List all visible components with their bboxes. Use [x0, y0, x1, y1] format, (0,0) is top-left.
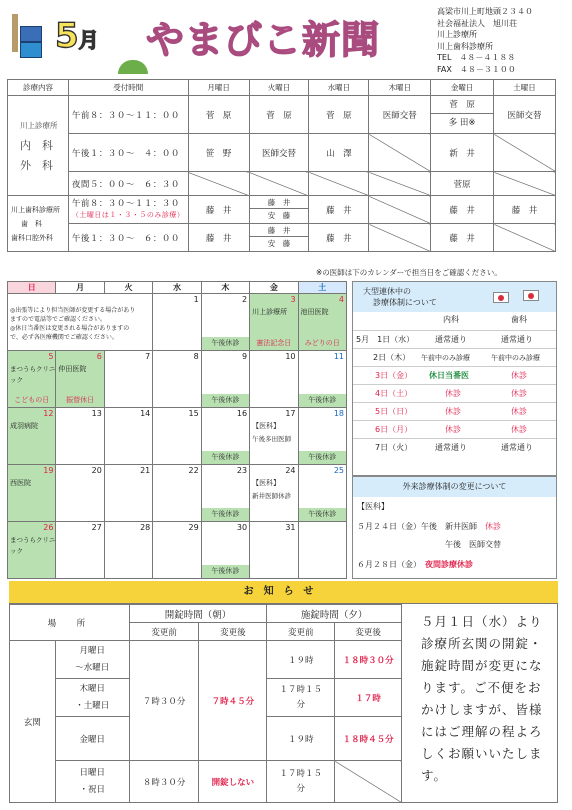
calendar-day: 17 【医科】 午後多田医師 — [250, 408, 298, 465]
doctor-cell: 藤 井 — [431, 196, 494, 224]
calendar-day: 26 まつうらクリニック — [8, 522, 56, 579]
header — [0, 0, 572, 78]
carp-streamer-icon — [20, 26, 42, 42]
header-open-time: 開錠時間（朝） — [129, 605, 267, 623]
col-header: 受付時間 — [68, 80, 188, 96]
calendar-day: 30 午後休診 — [201, 522, 249, 579]
calendar-day: 24 【医科】 新井医師休診 — [250, 465, 298, 522]
change-line-3: ６月２８日（金） 夜間診療休診 — [357, 560, 473, 569]
calendar-weekday-row — [8, 282, 347, 294]
outpatient-change-title: 外来診療体制の変更について — [353, 477, 556, 497]
days-sun-holiday: 日曜日 ・祝日 — [55, 761, 129, 803]
calendar-day — [298, 522, 346, 579]
lock-time-table — [9, 604, 402, 803]
holiday-row: 2日（木） 午前中のみ診療 午前中のみ診療 — [353, 348, 556, 366]
carp-streamer-icon — [20, 42, 42, 58]
close-before: １９時 — [267, 717, 335, 761]
close-after: １８時４５分 — [335, 717, 402, 761]
doctor-cell: 笹 野 — [188, 134, 249, 172]
close-after: １８時３０分 — [335, 641, 402, 679]
weekday-wed: 水 — [153, 282, 201, 294]
calendar-day: 15 — [153, 408, 201, 465]
newsletter-title: やまびこ新聞 — [146, 18, 381, 62]
col-header: 土曜日 — [494, 80, 556, 96]
doctor-cell: 藤 井 — [188, 224, 249, 252]
weekday-tue: 火 — [104, 282, 152, 294]
doctor-cell: 藤 井 — [188, 196, 249, 224]
close-after: １７時 — [335, 679, 402, 717]
closed-cell — [369, 224, 431, 252]
header-place: 場 所 — [10, 605, 130, 641]
col-header: 火曜日 — [249, 80, 309, 96]
doctor-cell: 菅 原 — [309, 96, 369, 134]
holiday-row: 6日（月） 休診 休診 — [353, 420, 556, 438]
weekday-sat: 土 — [298, 282, 346, 294]
doctor-cell: 藤 井 — [309, 196, 369, 224]
calendar-day: 12 成羽病院 — [8, 408, 56, 465]
calendar-day: 3 川上診療所 憲法記念日 — [250, 294, 298, 351]
calendar-prenote: ◎出張等により担当医師が変更する場合があり ますので電話等でご確認ください。 ◎休日当番医は変更される場合がありますの で、必ず各医療機関でご確認ください。 — [10, 307, 136, 341]
month-label: 5月 — [55, 16, 99, 56]
open-after: 開錠しない — [199, 761, 267, 803]
col-header: 水曜日 — [309, 80, 369, 96]
days-fri: 金曜日 — [55, 717, 129, 761]
close-before: １７時１５ 分 — [267, 761, 335, 803]
calendar-day: 8 — [153, 351, 201, 408]
schedule-note: ※の医師は下のカレンダーで担当日をご確認ください。 — [316, 268, 502, 277]
closed-cell — [494, 224, 556, 252]
calendar-day: 7 — [104, 351, 152, 408]
open-after: ７時４５分 — [199, 641, 267, 761]
holiday-panel-title: 大型連休中の 診療体制について — [353, 282, 556, 312]
header-before: 変更前 — [267, 623, 335, 641]
notice-message: ５月１日（水）より診療所玄関の開錠・施錠時間が変更になります。ご不便をおかけしますが、皆様にはご理解の程よろしくお願いいたします。 — [421, 614, 543, 783]
weekday-mon: 月 — [56, 282, 104, 294]
flagpole-icon — [12, 14, 18, 52]
calendar-day: 31 — [250, 522, 298, 579]
calendar-day: 20 — [56, 465, 104, 522]
doctor-cell: 藤 井 — [431, 224, 494, 252]
calendar-day: 13 — [56, 408, 104, 465]
calendar-day: 25 午後休診 — [298, 465, 346, 522]
col-header: 診療内容 — [8, 80, 69, 96]
holiday-row: 7日（火） 通常通り 通常通り — [353, 438, 556, 456]
calendar-day: 19 西医院 — [8, 465, 56, 522]
calendar-day: 21 — [104, 465, 152, 522]
change-line-1: ５月２４日（金）午後 新井医師 休診 — [357, 522, 501, 531]
time-dental-pm: 午後１：３０～ ６：００ — [68, 224, 188, 252]
doctor-cell: 藤 井 — [309, 224, 369, 252]
place-entrance: 玄関 — [10, 641, 56, 803]
japan-flag-icon — [493, 292, 509, 303]
closed-cell — [335, 761, 402, 803]
calendar-day: 27 — [56, 522, 104, 579]
holiday-row: 4日（土） 休診 休診 — [353, 384, 556, 402]
clinic-name-dental: 川上歯科診療所 歯 科 歯科口腔外科 — [8, 196, 69, 252]
schedule-header-row — [8, 80, 556, 96]
clinic-schedule-table — [7, 79, 556, 252]
calendar-day: 6 仲田医院 振替休日 — [56, 351, 104, 408]
open-before: ８時３０分 — [129, 761, 199, 803]
doctor-cell: 新 井 — [431, 134, 494, 172]
calendar-day: 4 池田医院 みどりの日 — [298, 294, 346, 351]
closed-cell — [188, 172, 249, 196]
col-header: 金曜日 — [431, 80, 494, 96]
weekday-thu: 木 — [201, 282, 249, 294]
closed-cell — [309, 172, 369, 196]
close-before: １７時１５ 分 — [267, 679, 335, 717]
doctor-cell: 藤 井 安 藤 — [249, 196, 309, 224]
calendar-day: 2 午後休診 — [201, 294, 249, 351]
holiday-row: 5月 1日（水） 通常通り 通常通り — [353, 330, 556, 348]
calendar-day: 10 — [250, 351, 298, 408]
doctor-cell: 医師交替 — [369, 96, 431, 134]
outpatient-dept: 【医科】 — [357, 502, 389, 511]
calendar-day: 16 午後休診 — [201, 408, 249, 465]
doctor-cell: 菅 原 — [249, 96, 309, 134]
calendar-day: 1 — [153, 294, 201, 351]
calendar-day: 5 まつうらクリニック こどもの日 — [8, 351, 56, 408]
japan-flag-icon — [523, 290, 539, 301]
time-night: 夜間５：００～ ６：３０ — [68, 172, 188, 196]
doctor-cell: 山 澤 — [309, 134, 369, 172]
days-mon-wed: 月曜日 ～水曜日 — [55, 641, 129, 679]
closed-cell — [369, 134, 431, 172]
closed-cell — [494, 172, 556, 196]
doctor-cell: 菅 原 多 田※ — [431, 96, 494, 134]
header-close-time: 施錠時間（夕） — [267, 605, 402, 623]
holiday-schedule-panel: 大型連休中の 診療体制について 内科 歯科 5月 1日（水） 通常通り 通常通り 2日（木） 午前中のみ診療 午前中のみ診療 3日（金） 休日当番医 休診 4日（土） 休診 休診 5日（日） 休診 休診 6日（月） 休診 休診 7日（火） 通常通り 通常通り — [352, 281, 557, 476]
calendar — [7, 281, 347, 579]
calendar-day: 23 午後休診 — [201, 465, 249, 522]
time-pm: 午後１：３０～ ４：００ — [68, 134, 188, 172]
closed-cell — [369, 196, 431, 224]
time-dental-am: 午前８：３０～１１：３０ （土曜日は１・３・５のみ診療） — [68, 196, 188, 224]
open-before: ７時３０分 — [129, 641, 199, 761]
holiday-row: 5日（日） 休診 休診 — [353, 402, 556, 420]
doctor-cell: 医師交替 — [494, 96, 556, 134]
calendar-day: 11 午後休診 — [298, 351, 346, 408]
closed-cell — [494, 134, 556, 172]
calendar-prenote-cell — [8, 294, 153, 351]
notice-title: お知らせ — [9, 581, 558, 603]
col-header: 月曜日 — [188, 80, 249, 96]
calendar-day: 29 — [153, 522, 201, 579]
closed-cell — [369, 172, 431, 196]
header-after: 変更後 — [199, 623, 267, 641]
calendar-day: 18 午後休診 — [298, 408, 346, 465]
outpatient-change-panel — [352, 476, 557, 579]
col-header: 木曜日 — [369, 80, 431, 96]
calendar-day: 28 — [104, 522, 152, 579]
holiday-row: 3日（金） 休日当番医 休診 — [353, 366, 556, 384]
change-line-2: 午後 医師交替 — [445, 540, 501, 549]
days-thu-sat: 木曜日 ・土曜日 — [55, 679, 129, 717]
weekday-fri: 金 — [250, 282, 298, 294]
calendar-day: 14 — [104, 408, 152, 465]
calendar-day: 22 — [153, 465, 201, 522]
doctor-cell: 菅 原 — [188, 96, 249, 134]
doctor-cell: 医師交替 — [249, 134, 309, 172]
time-am: 午前８：３０～１１：００ — [68, 96, 188, 134]
header-after: 変更後 — [335, 623, 402, 641]
doctor-cell: 藤 井 — [494, 196, 556, 224]
doctor-cell: 藤 井 安 藤 — [249, 224, 309, 252]
mountain-icon — [118, 60, 148, 74]
clinic-name-medical: 川上診療所 内 科 外 科 — [8, 96, 69, 196]
doctor-cell: 菅原 — [431, 172, 494, 196]
header-before: 変更前 — [129, 623, 199, 641]
contact-address: 高梁市川上町地頭２３４０ 社会福祉法人 旭川荘 川上診療所 川上歯科診療所 TEL ４８－４１８８ FAX ４８－３１００ — [437, 7, 533, 74]
closed-cell — [249, 172, 309, 196]
calendar-day: 9 午後休診 — [201, 351, 249, 408]
close-before: １９時 — [267, 641, 335, 679]
weekday-sun: 日 — [8, 282, 56, 294]
